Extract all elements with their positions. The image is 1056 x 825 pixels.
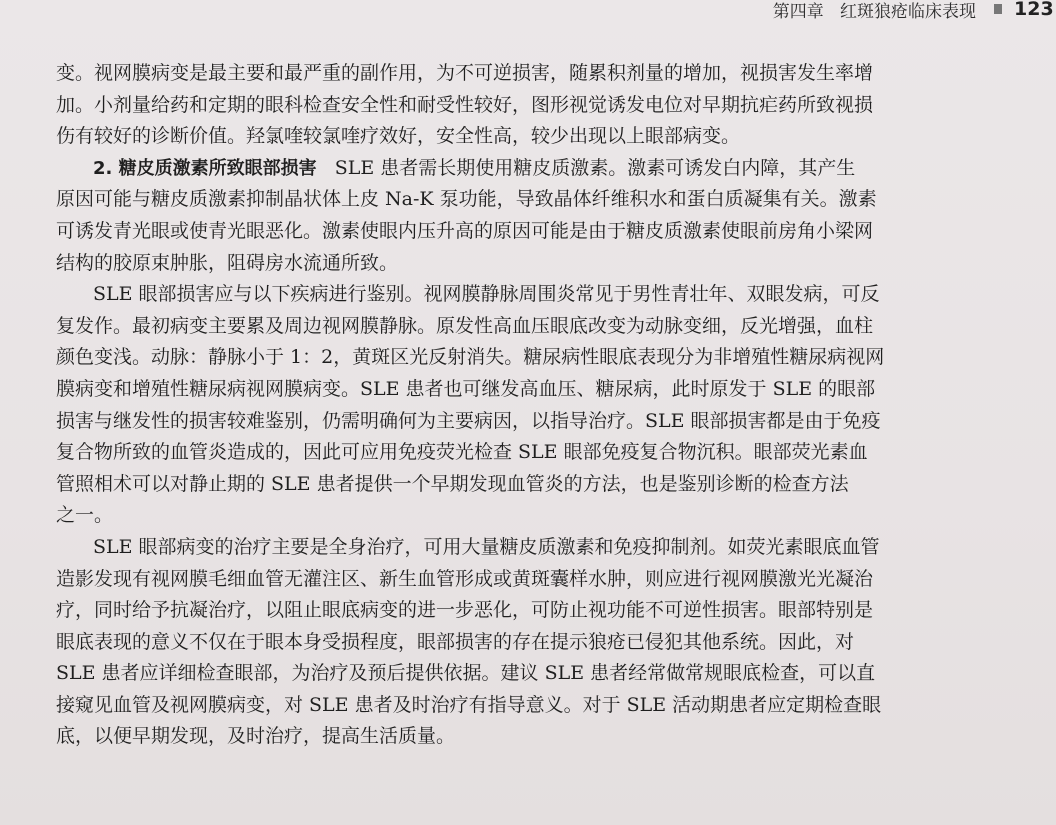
section-heading-line: [56, 153, 986, 185]
text-line: 可诱发青光眼或使青光眼恶化。激素使眼内压升高的原因可能是由于糖皮质激素使眼前房角小梁网: [56, 219, 874, 242]
text-line: 接窥见血管及视网膜病变，对 SLE 患者及时治疗有指导意义。对于 SLE 活动期患者应定期检查眼: [56, 693, 882, 716]
text-line: 管照相术可以对静止期的 SLE 患者提供一个早期发现血管炎的方法，也是鉴别诊断的检查方法: [56, 472, 849, 495]
text-line: 颜色变浅。动脉：静脉小于 1：2，黄斑区光反射消失。糖尿病性眼底表现分为非增殖性糖尿病视网: [56, 346, 885, 369]
text-line: 疗，同时给予抗凝治疗，以阻止眼底病变的进一步恶化，可防止视功能不可逆性损害。眼部特别是: [56, 599, 874, 622]
text-line: 结构的胶原束肿胀，阻碍房水流通所致。: [56, 251, 399, 274]
text-line: SLE 患者应详细检查眼部，为治疗及预后提供依据。建议 SLE 患者经常做常规眼底检查，可以直: [56, 662, 876, 685]
text-line: 复合物所致的血管炎造成的，因此可应用免疫荧光检查 SLE 眼部免疫复合物沉积。眼部荧光素血: [56, 441, 868, 464]
text-line: SLE 眼部病变的治疗主要是全身治疗，可用大量糖皮质激素和免疫抑制剂。如荧光素眼底血管: [93, 535, 880, 558]
page-number: 123: [1014, 0, 1054, 20]
text-line: 膜病变和增殖性糖尿病视网膜病变。SLE 患者也可继发高血压、糖尿病，此时原发于 SLE 的眼部: [56, 377, 876, 400]
text-line: 原因可能与糖皮质激素抑制晶状体上皮 Na-K 泵功能，导致晶体纤维积水和蛋白质凝集有关。激素: [56, 188, 877, 211]
text-line: 复发作。最初病变主要累及周边视网膜静脉。原发性高血压眼底改变为动脉变细，反光增强，血柱: [56, 314, 874, 337]
text-line: 损害与继发性的损害较难鉴别，仍需明确何为主要病因，以指导治疗。SLE 眼部损害都是由于免疫: [56, 409, 881, 432]
chapter-title: 第四章 红斑狼疮临床表现: [772, 1, 976, 22]
header-marker-icon: [994, 4, 1002, 14]
body-text: [56, 58, 986, 753]
text-line: 造影发现有视网膜毛细血管无灌注区、新生血管形成或黄斑囊样水肿，则应进行视网膜激光光凝治: [56, 567, 874, 590]
text-line: SLE 眼部损害应与以下疾病进行鉴别。视网膜静脉周围炎常见于男性青壮年、双眼发病，可反: [93, 283, 880, 306]
text-line: 加。小剂量给药和定期的眼科检查安全性和耐受性较好，图形视觉诱发电位对早期抗疟药所致视损: [56, 93, 874, 116]
text-line: 变。视网膜病变是最主要和最严重的副作用，为不可逆损害，随累积剂量的增加，视损害发生率增: [56, 62, 874, 84]
text-line: 伤有较好的诊断价值。羟氯喹较氯喹疗效好，安全性高，较少出现以上眼部病变。: [56, 125, 741, 148]
text-line: 眼底表现的意义不仅在于眼本身受损程度，眼部损害的存在提示狼疮已侵犯其他系统。因此，对: [56, 630, 855, 653]
section-heading: 2. 糖皮质激素所致眼部损害: [93, 157, 317, 179]
text-run: SLE 患者需长期使用糖皮质激素。激素可诱发白内障，其产生: [316, 156, 856, 179]
running-header: [773, 0, 1056, 26]
text-line: 之一。: [56, 504, 114, 527]
text-line: 底，以便早期发现，及时治疗，提高生活质量。: [56, 725, 456, 748]
